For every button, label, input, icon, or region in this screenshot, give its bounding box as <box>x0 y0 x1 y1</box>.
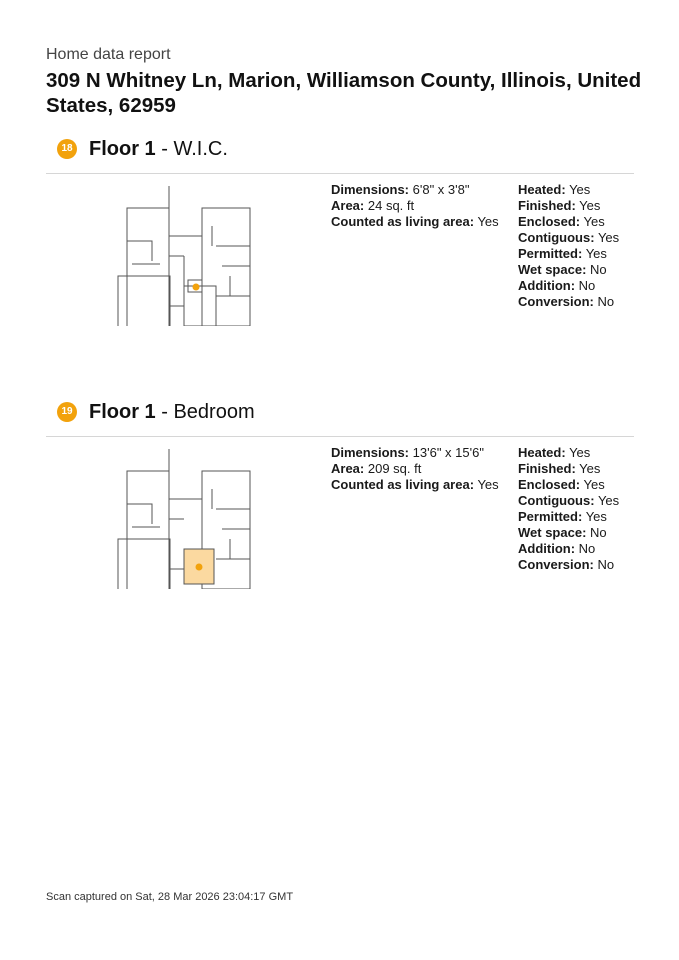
room-number-badge: 18 <box>57 139 77 159</box>
room-number-badge: 19 <box>57 402 77 422</box>
room-header <box>46 136 634 162</box>
room-section <box>46 399 634 649</box>
room-header <box>46 399 634 425</box>
attribute-label: Heated: <box>518 445 566 460</box>
attribute-row <box>518 246 634 262</box>
attribute-label: Heated: <box>518 182 566 197</box>
attribute-value: Yes <box>569 445 591 460</box>
room-attributes <box>518 182 634 310</box>
area-row <box>331 461 516 477</box>
attribute-value: No <box>578 541 596 556</box>
attribute-row <box>518 477 634 493</box>
living-area-value: Yes <box>477 477 499 492</box>
section-divider <box>46 436 634 437</box>
room-metrics <box>331 182 516 230</box>
room-name: W.I.C. <box>173 138 228 160</box>
title-separator: - <box>155 138 174 160</box>
dimensions-value: 6'8" x 3'8" <box>412 182 470 197</box>
plan-wall <box>202 208 250 326</box>
dimensions-row <box>331 182 516 198</box>
attribute-value: Yes <box>585 509 607 524</box>
attribute-row <box>518 198 634 214</box>
living-area-label: Counted as living area: <box>331 214 475 229</box>
attribute-label: Contiguous: <box>518 493 595 508</box>
plan-wall <box>127 208 169 326</box>
living-area-value: Yes <box>477 214 499 229</box>
attribute-label: Finished: <box>518 461 576 476</box>
attribute-value: Yes <box>579 198 601 213</box>
attribute-value: No <box>590 262 607 277</box>
attribute-label: Contiguous: <box>518 230 595 245</box>
property-address: 309 N Whitney Ln, Marion, Williamson County, Illinois, United States, 62959 <box>46 69 642 117</box>
attribute-label: Permitted: <box>518 509 583 524</box>
room-location-marker <box>193 284 200 291</box>
attribute-label: Permitted: <box>518 246 583 261</box>
title-separator: - <box>155 401 174 423</box>
report-label: Home data report <box>46 46 171 63</box>
attribute-label: Addition: <box>518 278 576 293</box>
room-metrics <box>331 445 516 493</box>
attribute-value: No <box>597 557 615 572</box>
room-name: Bedroom <box>173 401 255 423</box>
room-title <box>89 399 255 425</box>
area-row <box>331 198 516 214</box>
attribute-value: Yes <box>579 461 601 476</box>
living-area-label: Counted as living area: <box>331 477 475 492</box>
section-divider <box>46 173 634 174</box>
attribute-row <box>518 541 634 557</box>
area-value: 209 sq. ft <box>367 461 422 476</box>
attribute-label: Conversion: <box>518 294 594 309</box>
attribute-value: No <box>590 525 607 540</box>
room-location-marker <box>196 564 203 571</box>
floor-plan-thumbnail <box>112 449 252 589</box>
dimensions-value: 13'6" x 15'6" <box>412 445 484 460</box>
attribute-label: Addition: <box>518 541 576 556</box>
floor-label: Floor 1 <box>89 138 156 160</box>
attribute-value: Yes <box>597 493 620 508</box>
attribute-row <box>518 445 634 461</box>
plan-wall <box>118 276 170 326</box>
living-area-row <box>331 477 516 493</box>
floor-label: Floor 1 <box>89 401 156 423</box>
area-value: 24 sq. ft <box>367 198 415 213</box>
attribute-value: No <box>578 278 596 293</box>
room-title <box>89 136 228 162</box>
attribute-value: Yes <box>585 246 607 261</box>
attribute-label: Enclosed: <box>518 214 581 229</box>
attribute-value: Yes <box>583 214 605 229</box>
attribute-row <box>518 509 634 525</box>
dimensions-label: Dimensions: <box>331 182 410 197</box>
attribute-row <box>518 230 634 246</box>
attribute-row <box>518 294 634 310</box>
attribute-row <box>518 493 634 509</box>
living-area-row <box>331 214 516 230</box>
room-attributes <box>518 445 634 573</box>
floor-plan-thumbnail <box>112 186 252 326</box>
room-section <box>46 136 634 386</box>
attribute-row <box>518 278 634 294</box>
attribute-label: Wet space: <box>518 262 587 277</box>
attribute-value: Yes <box>569 182 591 197</box>
attribute-value: Yes <box>597 230 620 245</box>
dimensions-row <box>331 445 516 461</box>
plan-wall <box>127 226 250 306</box>
attribute-value: Yes <box>583 477 605 492</box>
area-label: Area: <box>331 461 365 476</box>
attribute-label: Finished: <box>518 198 576 213</box>
attribute-label: Enclosed: <box>518 477 581 492</box>
dimensions-label: Dimensions: <box>331 445 410 460</box>
attribute-row <box>518 461 634 477</box>
area-label: Area: <box>331 198 365 213</box>
attribute-label: Conversion: <box>518 557 594 572</box>
scan-timestamp: Scan captured on Sat, 28 Mar 2026 23:04:17 GMT <box>46 891 294 903</box>
attribute-row <box>518 214 634 230</box>
attribute-row <box>518 262 634 278</box>
attribute-value: No <box>597 294 615 309</box>
attribute-label: Wet space: <box>518 525 587 540</box>
plan-wall <box>127 471 169 589</box>
plan-wall <box>118 539 170 589</box>
attribute-row <box>518 182 634 198</box>
attribute-row <box>518 525 634 541</box>
attribute-row <box>518 557 634 573</box>
